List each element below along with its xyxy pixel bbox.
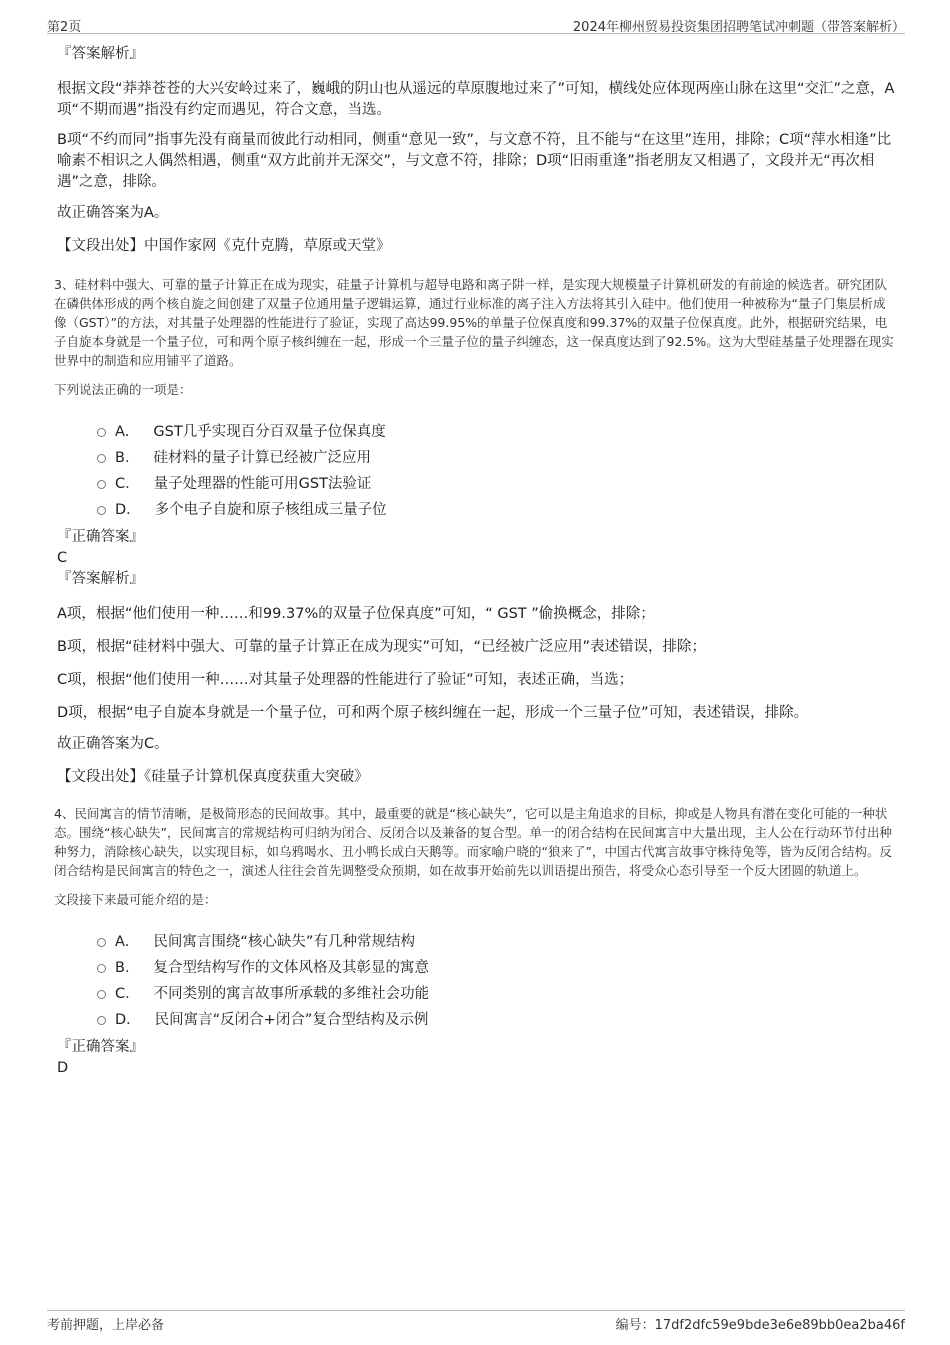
radio-icon[interactable] — [97, 454, 106, 463]
radio-icon[interactable] — [97, 990, 106, 999]
q2-analysis-label: 『答案解析』 — [57, 46, 144, 62]
q2-analysis-paragraph-2: B项“不约而同”指事先没有商量而彼此行动相同，侧重“意见一致”，与文意不符，且不能与“在这里”连用，排除；C项“萍水相逢”比喻素不相识之人偶然相遇，侧重“双方此前并无深交”，与文意不符，排除；D项“旧雨重逢”指老朋友又相遇了，文段并无“再次相遇”之意，排除。 — [57, 132, 892, 190]
q4-option-a[interactable]: A． 民间寓言围绕“核心缺失”有几种常规结构 — [57, 929, 897, 955]
q3-stem: 3、硅材料中强大、可靠的量子计算正在成为现实，硅量子计算机与超导电路和离子阱一样，是实现大规模量子计算机研发的有前途的候选者。研究团队在磷供体形成的两个核自旋之间创建了双量子位通用量子逻辑运算，通过行业标准的离子注入方法将其引入硅中。他们使用一种被称为“量子门集层析成像（GST）”的方法，对其量子处理器的性能进行了验证，实现了高达99.95%的单量子位保真度和99.37%的双量子位保真度。此外，根据研究结果，电子自旋本身就是一个量子位，可和两个原子核纠缠在一起，形成一个三量子位的量子纠缠态，这一保真度达到了92.5%。这为大型硅基量子处理器在现实世界中的制造和应用铺平了道路。 — [54, 277, 894, 368]
q3-conclusion: 故正确答案为C。 — [57, 736, 169, 752]
q4-answer-label: 『正确答案』 — [57, 1039, 144, 1055]
q3-options — [57, 419, 897, 523]
q2-analysis-paragraph-1: 根据文段“莽莽苍苍的大兴安岭过来了，巍峨的阴山也从遥远的草原腹地过来了”可知，横线处应体现两座山脉在这里“交汇”之意，A项“不期而遇”指没有约定而遇见，符合文意，当选。 — [57, 81, 895, 118]
radio-icon[interactable] — [97, 428, 106, 437]
q4-option-b[interactable]: B． 复合型结构写作的文体风格及其彰显的寓意 — [57, 955, 897, 981]
footer-slogan: 考前押题，上岸必备 — [47, 1318, 165, 1333]
q3-analysis-b: B项，根据“硅材料中强大、可靠的量子计算正在成为现实”可知，“已经被广泛应用”表述错误，排除； — [57, 639, 706, 655]
q3-option-d[interactable]: D． 多个电子自旋和原子核组成三量子位 — [57, 497, 897, 523]
header-divider — [47, 33, 905, 34]
q3-source: 【文段出处】《硅量子计算机保真度获重大突破》 — [57, 769, 369, 785]
q4-options — [57, 929, 897, 1033]
q3-analysis-c: C项，根据“他们使用一种……对其量子处理器的性能进行了验证”可知，表述正确，当选； — [57, 672, 634, 688]
q3-answer-label: 『正确答案』 — [57, 529, 144, 545]
q3-option-b[interactable]: B． 硅材料的量子计算已经被广泛应用 — [57, 445, 897, 471]
q2-conclusion: 故正确答案为A。 — [57, 205, 169, 221]
radio-icon[interactable] — [97, 964, 106, 973]
q4-stem: 4、民间寓言的情节清晰，是极简形态的民间故事。其中，最重要的就是“核心缺失”，它可以是主角追求的目标，抑或是人物具有潜在变化可能的一种状态。围绕“核心缺失”，民间寓言的常规结构可归纳为闭合、反闭合以及兼备的复合型。单一的闭合结构在民间寓言中大量出现，主人公在行动环节付出种种努力，消除核心缺失，以实现目标，如乌鸦喝水、丑小鸭长成白天鹅等。而家喻户晓的“狼来了”，中国古代寓言故事守株待兔等，皆为反闭合结构。反闭合结构是民间寓言的特色之一，演述人往往会首先调整受众预期，如在故事开始前先以训语提出预告，将受众心态引导至一个反大团圆的轨道上。 — [54, 806, 892, 878]
radio-icon[interactable] — [97, 938, 106, 947]
document-serial: 编号：17df2dfc59e9bde3e6e89bb0ea2ba46f — [615, 1318, 905, 1333]
q3-option-a[interactable]: A． GST几乎实现百分百双量子位保真度 — [57, 419, 897, 445]
q3-answer: C — [57, 550, 68, 566]
q3-analysis-label: 『答案解析』 — [57, 571, 144, 587]
radio-icon[interactable] — [97, 480, 106, 489]
q4-option-d[interactable]: D． 民间寓言“反闭合+闭合”复合型结构及示例 — [57, 1007, 897, 1033]
q3-prompt: 下列说法正确的一项是： — [54, 382, 192, 397]
q3-analysis-a: A项，根据“他们使用一种……和99.37%的双量子位保真度”可知，“ GST ”偷换概念，排除； — [57, 606, 655, 622]
q3-analysis-d: D项，根据“电子自旋本身就是一个量子位，可和两个原子核纠缠在一起，形成一个三量子位”可知，表述错误，排除。 — [57, 705, 809, 721]
q2-source: 【文段出处】中国作家网《克什克腾，草原或天堂》 — [57, 238, 391, 254]
footer-divider — [47, 1310, 905, 1311]
q4-option-c[interactable]: C． 不同类别的寓言故事所承载的多维社会功能 — [57, 981, 897, 1007]
radio-icon[interactable] — [97, 506, 106, 515]
page-content — [54, 44, 897, 1079]
page-number: 第2页 — [47, 20, 82, 35]
radio-icon[interactable] — [97, 1016, 106, 1025]
q4-answer: D — [57, 1060, 69, 1076]
page-header — [47, 14, 905, 34]
document-title: 2024年柳州贸易投资集团招聘笔试冲刺题（带答案解析） — [572, 20, 905, 35]
q4-prompt: 文段接下来最可能介绍的是： — [54, 892, 217, 907]
q3-option-c[interactable]: C． 量子处理器的性能可用GST法验证 — [57, 471, 897, 497]
